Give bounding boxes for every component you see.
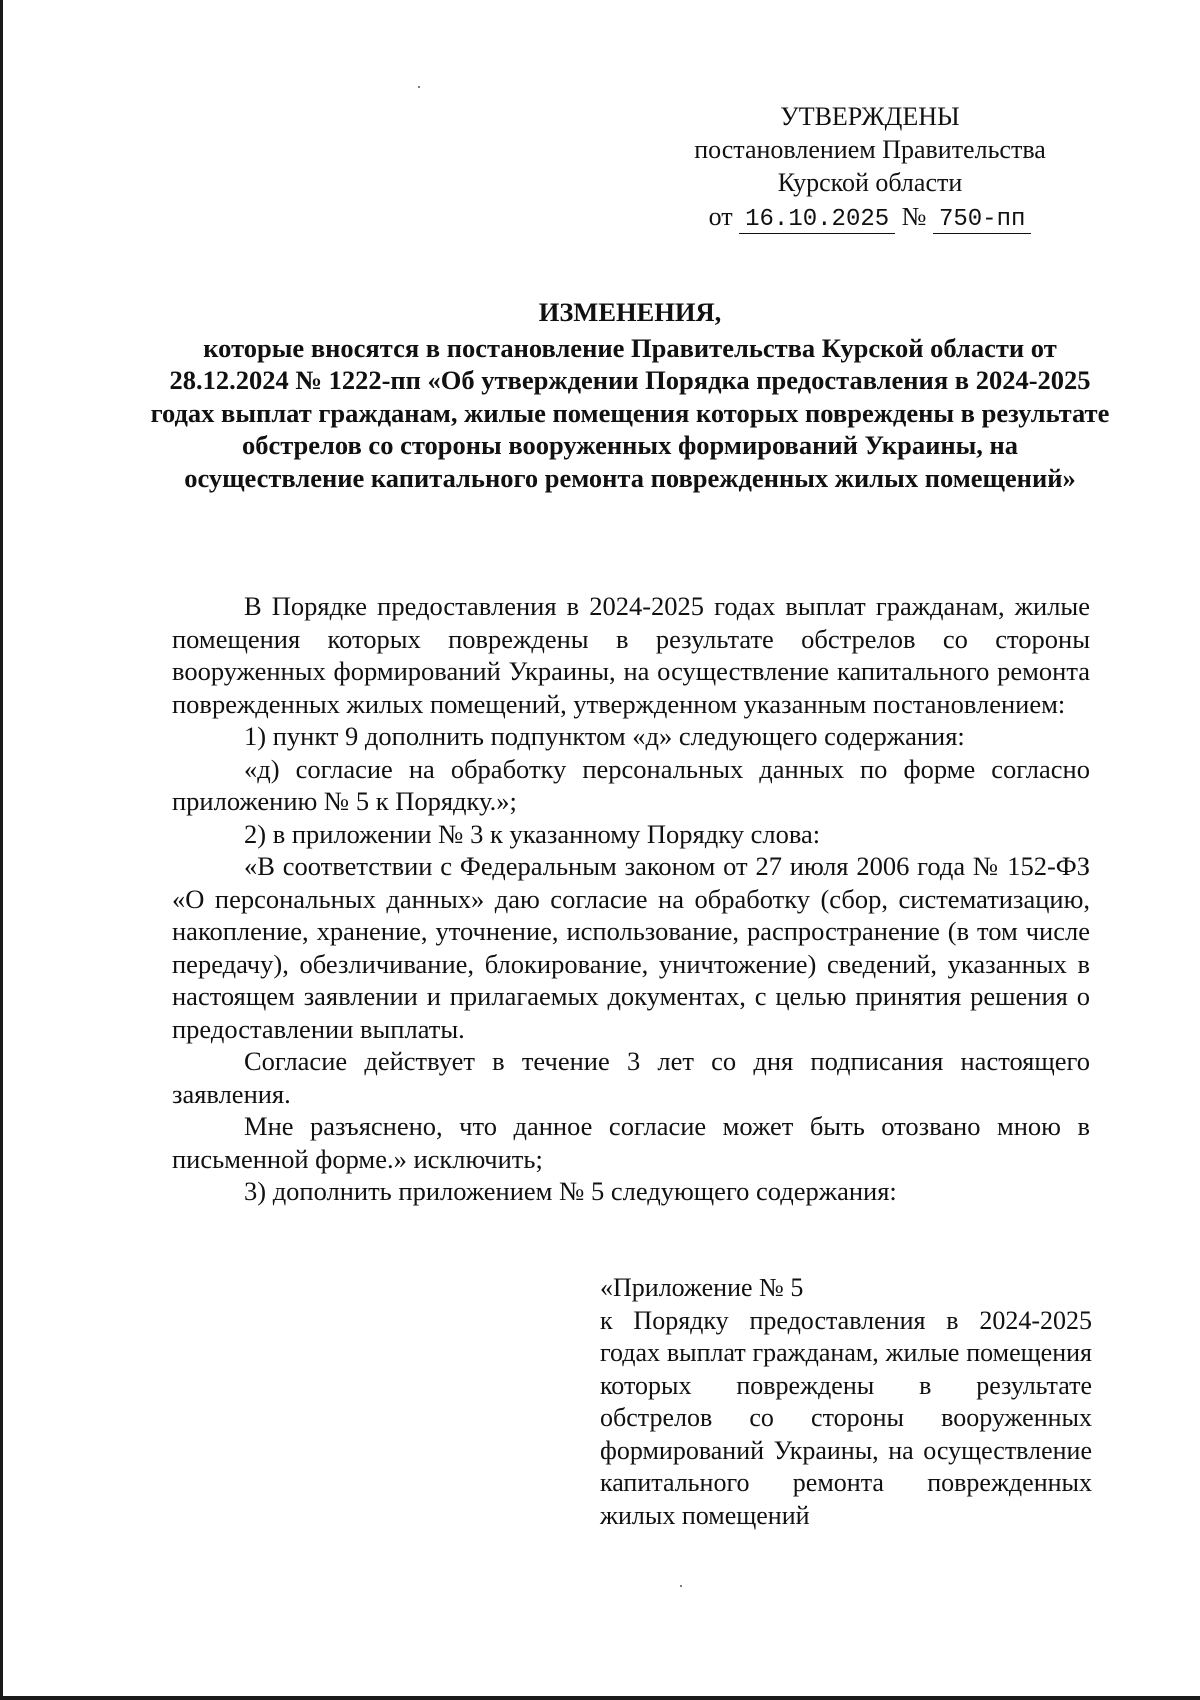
scan-bottom-edge <box>0 1696 1200 1700</box>
approval-date-number <box>660 200 1080 236</box>
number-sign: № <box>901 202 927 231</box>
appendix-title: «Приложение № 5 <box>600 1273 804 1302</box>
scan-speck <box>418 86 420 88</box>
approval-date: 16.10.2025 <box>739 206 895 234</box>
title-subtitle: которые вносятся в постановление Правительства Курской области от 28.12.2024 № 1222-пп «Об утверждении Порядка предоставления в 2024-2025 годах выплат гражданам, жилые помещения которых повреждены в результате обстрелов со стороны вооруженных формирований Украины, на осуществление капитального ремонта поврежденных жилых помещений» <box>150 332 1110 493</box>
scan-left-edge <box>0 0 3 1700</box>
approval-block <box>660 100 1080 236</box>
paragraph: 1) пункт 9 дополнить подпунктом «д» следующего содержания: <box>244 721 965 751</box>
approval-number: 750-пп <box>933 206 1031 234</box>
approval-title: УТВЕРЖДЕНЫ <box>780 102 960 131</box>
paragraph: Согласие действует в течение 3 лет со дня подписания настоящего заявления. <box>172 1046 1090 1109</box>
paragraph: «В соответствии с Федеральным законом от 27 июля 2006 года № 152-ФЗ «О персональных данных» даю согласие на обработку (сбор, систематизацию, накопление, хранение, уточнение, использование, распространение (в том числе передачу), обезличивание, блокирование, уничтожение) сведений, указанных в настоящем заявлении и прилагаемых документах, с целью принятия решения о предоставлении выплаты. <box>172 851 1090 1044</box>
approval-line-1: постановлением Правительства <box>694 135 1046 164</box>
paragraph: Мне разъяснено, что данное согласие может быть отозвано мною в письменной форме.» исключить; <box>172 1111 1090 1174</box>
appendix-text: к Порядку предоставления в 2024-2025 годах выплат гражданам, жилые помещения которых повреждены в результате обстрелов со стороны вооруженных формирований Украины, на осуществление капитального ремонта поврежденных жилых помещений <box>600 1305 1092 1530</box>
approval-line-2: Курской области <box>777 168 963 197</box>
document-body <box>172 590 1090 1208</box>
scan-speck <box>680 1585 682 1587</box>
paragraph: 3) дополнить приложением № 5 следующего содержания: <box>244 1176 897 1206</box>
appendix-block <box>600 1272 1092 1532</box>
date-prefix: от <box>708 202 733 231</box>
document-title <box>150 296 1110 494</box>
paragraph: «д) согласие на обработку персональных данных по форме согласно приложению № 5 к Порядку.»; <box>172 753 1090 816</box>
paragraph: В Порядке предоставления в 2024-2025 годах выплат гражданам, жилые помещения которых повреждены в результате обстрелов со стороны вооруженных формирований Украины, на осуществление капитального ремонта поврежденных жилых помещений, утвержденном указанным постановлением: <box>172 591 1090 719</box>
paragraph: 2) в приложении № 3 к указанному Порядку слова: <box>244 818 821 849</box>
title-heading: ИЗМЕНЕНИЯ, <box>538 297 722 327</box>
